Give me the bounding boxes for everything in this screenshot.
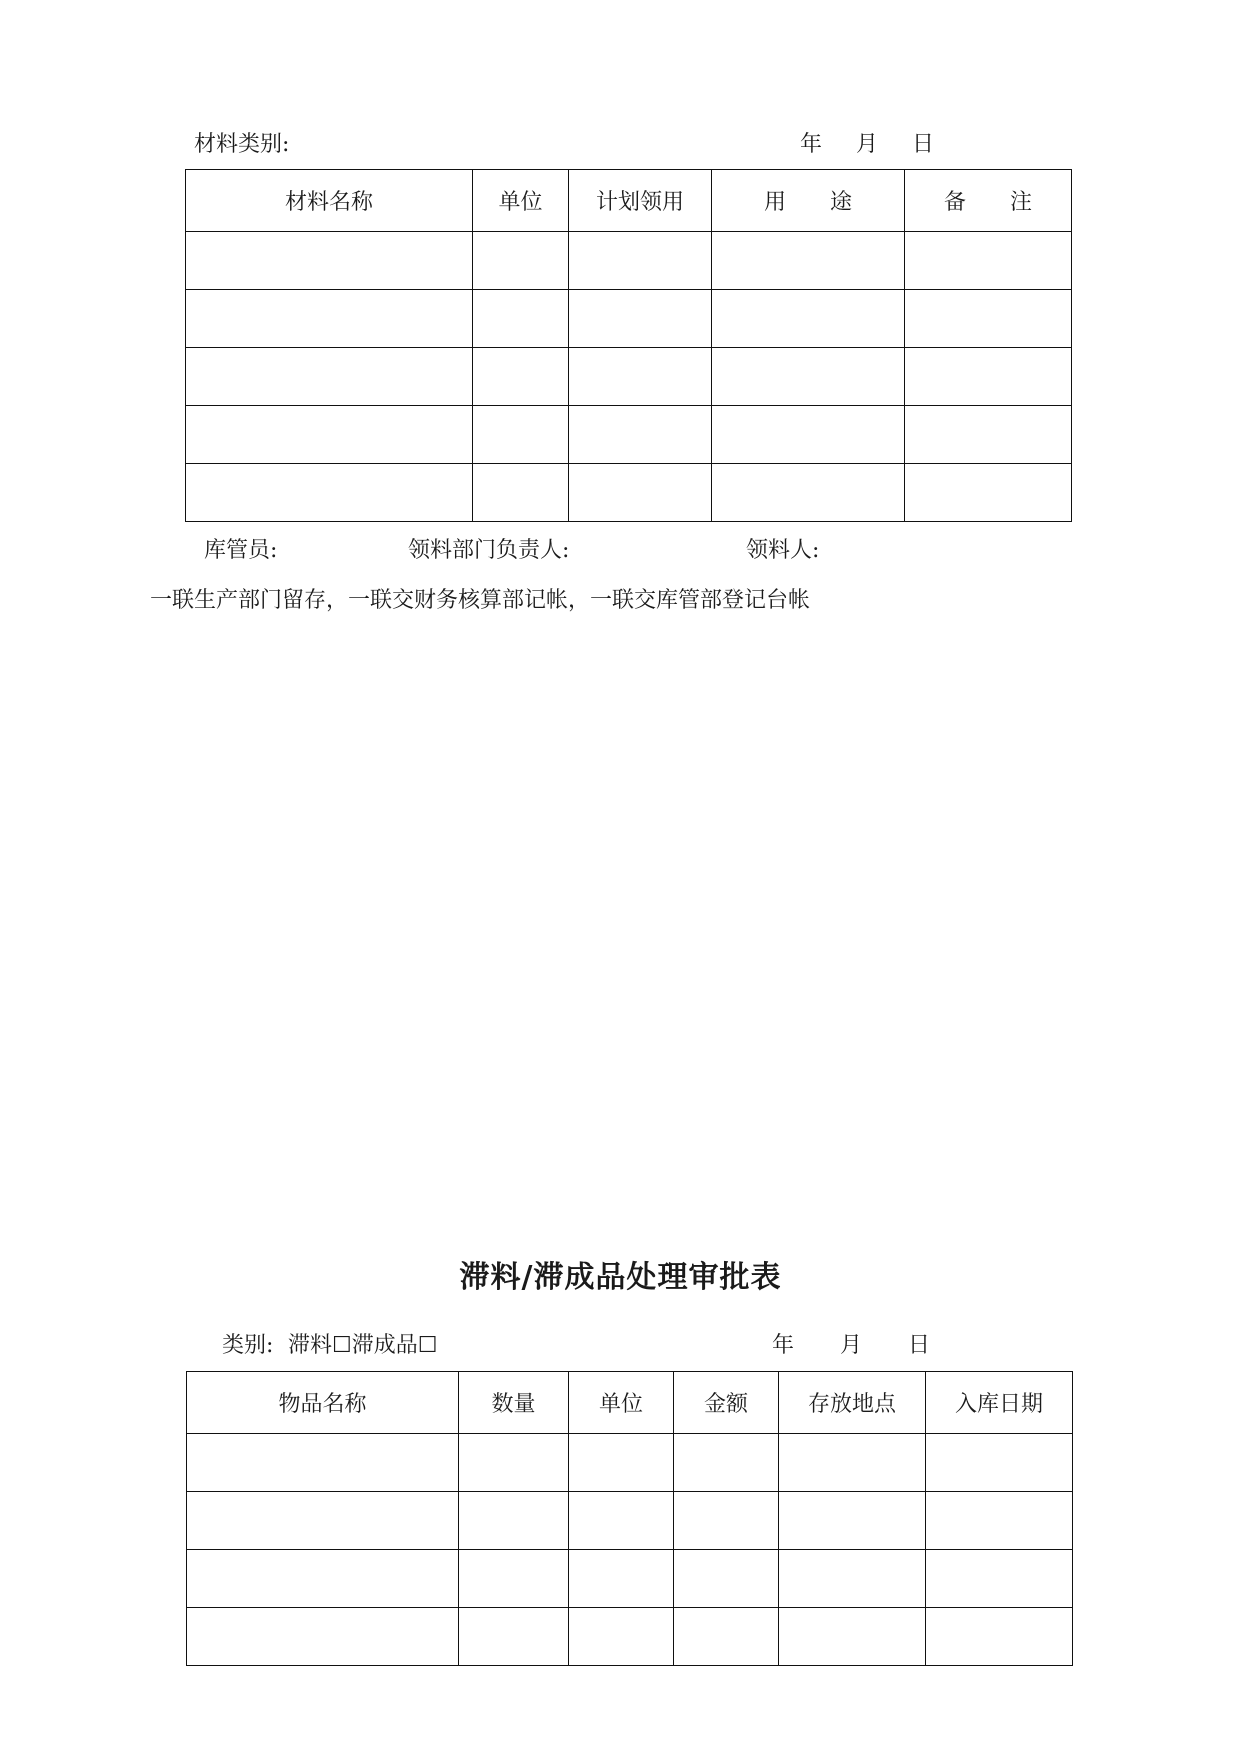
cell-remarks[interactable] bbox=[905, 232, 1072, 290]
cell-unit[interactable] bbox=[473, 348, 569, 406]
cell-stock-in-date[interactable] bbox=[926, 1550, 1073, 1608]
cell-stock-in-date[interactable] bbox=[926, 1492, 1073, 1550]
table-row bbox=[186, 348, 1072, 406]
stagnant-items-table bbox=[186, 1371, 1073, 1666]
category-checkbox-options[interactable]: 滞料☐滞成品☐ bbox=[288, 1333, 438, 1358]
cell-item-name[interactable] bbox=[187, 1608, 459, 1666]
header-stock-in-date: 入库日期 bbox=[926, 1372, 1073, 1434]
page-title: 滞料/滞成品处理审批表 bbox=[459, 1260, 782, 1295]
date-month-label: 月 bbox=[840, 1333, 863, 1358]
table-row bbox=[187, 1492, 1073, 1550]
table-row bbox=[187, 1550, 1073, 1608]
cell-item-name[interactable] bbox=[187, 1434, 459, 1492]
cell-material-name[interactable] bbox=[186, 406, 473, 464]
cell-stock-in-date[interactable] bbox=[926, 1434, 1073, 1492]
material-requisition-table bbox=[185, 169, 1072, 522]
header-unit: 单位 bbox=[569, 1372, 674, 1434]
cell-amount[interactable] bbox=[674, 1492, 779, 1550]
table-row bbox=[186, 406, 1072, 464]
table-header-row bbox=[187, 1372, 1073, 1434]
cell-storage-location[interactable] bbox=[779, 1434, 926, 1492]
cell-quantity[interactable] bbox=[459, 1608, 569, 1666]
cell-planned-quantity[interactable] bbox=[569, 348, 712, 406]
cell-unit[interactable] bbox=[473, 406, 569, 464]
cell-storage-location[interactable] bbox=[779, 1492, 926, 1550]
header-storage-location: 存放地点 bbox=[779, 1372, 926, 1434]
material-category-label: 材料类别: bbox=[194, 132, 290, 157]
table-header-row bbox=[186, 170, 1072, 232]
cell-item-name[interactable] bbox=[187, 1492, 459, 1550]
cell-quantity[interactable] bbox=[459, 1492, 569, 1550]
cell-planned-quantity[interactable] bbox=[569, 464, 712, 522]
header-quantity: 数量 bbox=[459, 1372, 569, 1434]
cell-stock-in-date[interactable] bbox=[926, 1608, 1073, 1666]
cell-remarks[interactable] bbox=[905, 464, 1072, 522]
cell-remarks[interactable] bbox=[905, 406, 1072, 464]
date-day-label: 日 bbox=[912, 132, 935, 157]
cell-amount[interactable] bbox=[674, 1434, 779, 1492]
cell-planned-quantity[interactable] bbox=[569, 406, 712, 464]
table-row bbox=[187, 1434, 1073, 1492]
cell-material-name[interactable] bbox=[186, 232, 473, 290]
date-year-label: 年 bbox=[772, 1333, 795, 1358]
cell-planned-quantity[interactable] bbox=[569, 232, 712, 290]
cell-unit[interactable] bbox=[473, 464, 569, 522]
cell-purpose[interactable] bbox=[712, 348, 905, 406]
table-row bbox=[186, 232, 1072, 290]
dept-head-signature-label: 领料部门负责人: bbox=[408, 538, 570, 563]
header-amount: 金额 bbox=[674, 1372, 779, 1434]
cell-storage-location[interactable] bbox=[779, 1608, 926, 1666]
copy-distribution-note: 一联生产部门留存，一联交财务核算部记帐，一联交库管部登记台帐 bbox=[150, 588, 811, 613]
cell-material-name[interactable] bbox=[186, 464, 473, 522]
warehouse-keeper-signature-label: 库管员: bbox=[204, 538, 278, 563]
cell-amount[interactable] bbox=[674, 1550, 779, 1608]
cell-amount[interactable] bbox=[674, 1608, 779, 1666]
cell-quantity[interactable] bbox=[459, 1550, 569, 1608]
receiver-signature-label: 领料人: bbox=[746, 538, 820, 563]
header-planned-quantity: 计划领用 bbox=[569, 170, 712, 232]
header-remarks: 备 注 bbox=[905, 170, 1072, 232]
header-item-name: 物品名称 bbox=[187, 1372, 459, 1434]
date-day-label: 日 bbox=[908, 1333, 931, 1358]
cell-purpose[interactable] bbox=[712, 464, 905, 522]
cell-unit[interactable] bbox=[569, 1434, 674, 1492]
cell-item-name[interactable] bbox=[187, 1550, 459, 1608]
cell-unit[interactable] bbox=[569, 1492, 674, 1550]
header-material-name: 材料名称 bbox=[186, 170, 473, 232]
table-row bbox=[187, 1608, 1073, 1666]
table-row bbox=[186, 464, 1072, 522]
cell-unit[interactable] bbox=[569, 1608, 674, 1666]
cell-unit[interactable] bbox=[569, 1550, 674, 1608]
cell-purpose[interactable] bbox=[712, 406, 905, 464]
cell-material-name[interactable] bbox=[186, 290, 473, 348]
cell-storage-location[interactable] bbox=[779, 1550, 926, 1608]
cell-material-name[interactable] bbox=[186, 348, 473, 406]
cell-remarks[interactable] bbox=[905, 348, 1072, 406]
cell-purpose[interactable] bbox=[712, 290, 905, 348]
table-row bbox=[186, 290, 1072, 348]
cell-quantity[interactable] bbox=[459, 1434, 569, 1492]
cell-planned-quantity[interactable] bbox=[569, 290, 712, 348]
cell-remarks[interactable] bbox=[905, 290, 1072, 348]
cell-unit[interactable] bbox=[473, 232, 569, 290]
header-unit: 单位 bbox=[473, 170, 569, 232]
category-label: 类别: bbox=[222, 1333, 274, 1358]
header-purpose: 用 途 bbox=[712, 170, 905, 232]
date-month-label: 月 bbox=[856, 132, 879, 157]
cell-unit[interactable] bbox=[473, 290, 569, 348]
cell-purpose[interactable] bbox=[712, 232, 905, 290]
date-year-label: 年 bbox=[800, 132, 823, 157]
